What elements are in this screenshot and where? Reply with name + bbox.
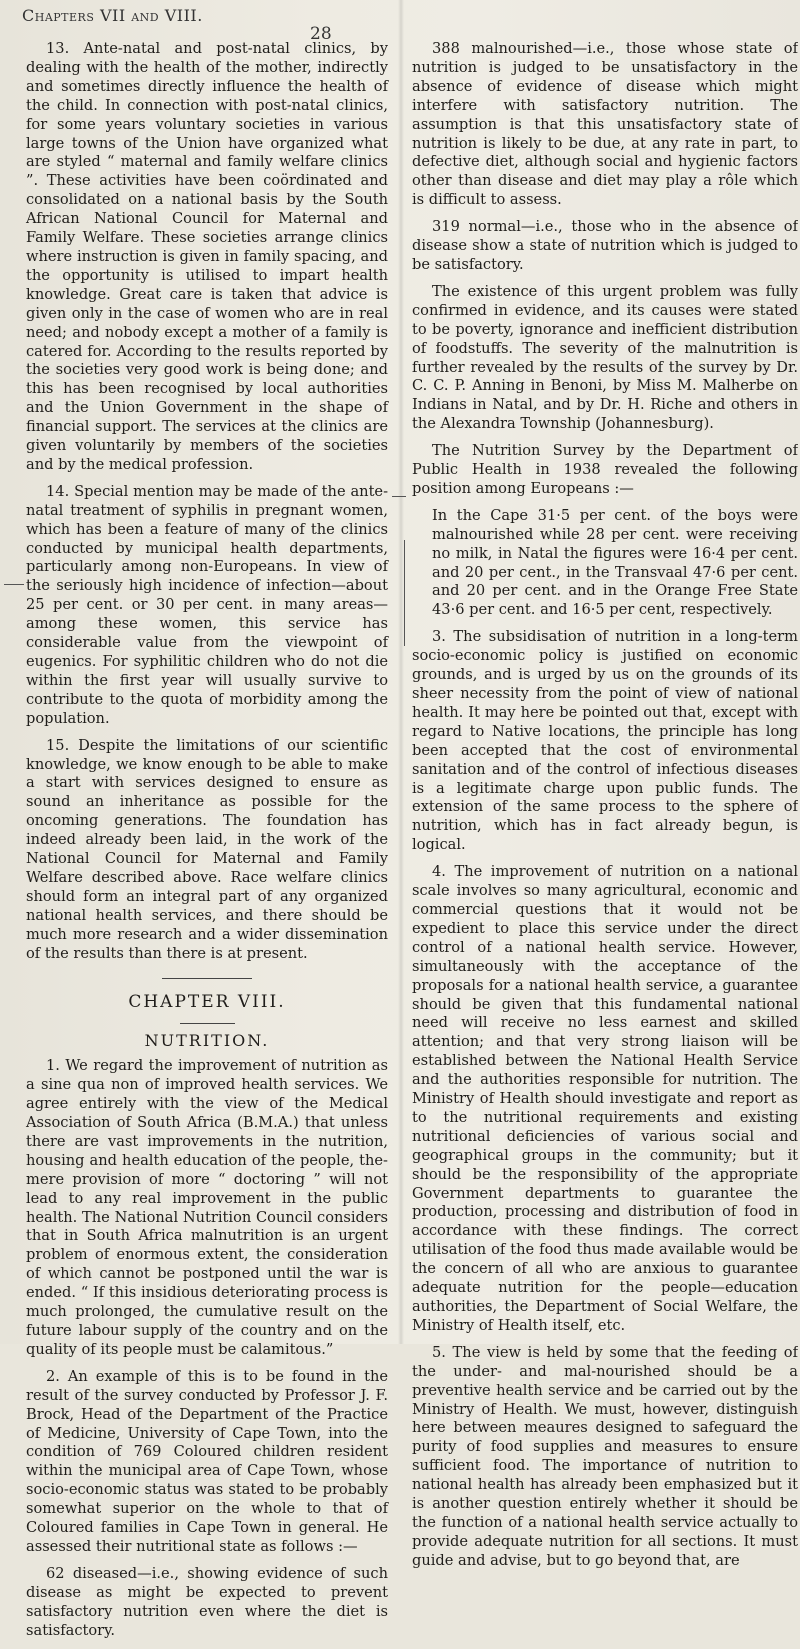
paragraph-13: 13. Ante-natal and post-natal clinics, by dealing with the health of the mother, indirectly and sometimes directly influence the health of the child. In connection with post-natal clinics, for some years voluntary societies in various large towns of the Union have organized what are styled “ maternal and family welfare clinics ”. These activities have been coördinated and consolidated on a national basis by the South African National Council for Maternal and Family Welfare. These societies arrange clinics where instruction is given in family spacing, and the opportunity is utilised to impart health knowledge. Great care is taken that advice is given only in the case of women who are in real need; and nobody except a mother of a family is catered for. According to the results reported by the societies very good work is being done; and this has been recognised by local authorities and the Union Government in the shape of financial support. The services at the clinics are given voluntarily by members of the societies and by the medical profession. <box>26 40 388 473</box>
chapter-title-underline <box>180 1023 235 1024</box>
chapter-title: CHAPTER VIII. <box>128 991 286 1012</box>
paragraph-provincial-figures: In the Cape 31·5 per cent. of the boys were malnourished while 28 per cent. were receiving no milk, in Natal the figures were 16·4 per cent. and 20 per cent., in the Transvaal 47·6 per cent. and 20 per cent. and in the Orange Free State 43·6 per cent. and 16·5 per cent, respectively. <box>432 506 798 619</box>
running-head: Chapters VII and VIII. <box>22 6 203 25</box>
page-number: 28 <box>310 24 332 44</box>
right-column <box>412 40 798 1579</box>
section-title: NUTRITION. <box>144 1031 270 1051</box>
page-gutter <box>398 0 404 1344</box>
paragraph-existence: The existence of this urgent problem was fully confirmed in evidence, and its causes were stated to be poverty, ignorance and inefficient distribution of foodstuffs. The severity of the malnutrition is further revealed by the results of the survey by Dr. C. C. P. Anning in Benoni, by Miss M. Malherbe on Indians in Natal, and by Dr. H. Riche and others in the Alexandra Township (Johannesburg). <box>412 282 798 433</box>
paragraph-14: 14. Special mention may be made of the ante-natal treatment of syphilis in pregnant women, which has been a feature of many of the clinics conducted by municipal health departments, particularly among non-Europeans. In view of the seriously high incidence of infection—about 25 per cent. or 30 per cent. in many areas—among these women, this service has considerable value from the viewpoint of eugenics. For syphilitic children who do not die within the first year will usually survive to contribute to the quota of morbidity among the population. <box>26 482 388 727</box>
paragraph-62-diseased: 62 diseased—i.e., showing evidence of such disease as might be expected to prevent satisfactory nutrition even where the diet is satisfactory. <box>26 1564 388 1639</box>
paragraph-3: 3. The subsidisation of nutrition in a long-term socio-economic policy is justified on economic grounds, and is urged by us on the grounds of its sheer necessity from the point of view of national health. It may here be pointed out that, except with regard to Native locations, the principle has long been accepted that the cost of environmental sanitation and of the control of infectious diseases is a legitimate charge upon public funds. The extension of the same process to the sphere of nutrition, which has in fact already begun, is logical. <box>412 628 798 854</box>
margin-mark-dash <box>4 584 24 585</box>
margin-mark-dash <box>392 496 406 497</box>
paragraph-5: 5. The view is held by some that the feeding of the under- and mal-nourished should be a preventive health service and be carried out by the Ministry of Health. We must, however, distinguish here between meaures designed to safeguard the purity of food supplies and measures to ensure sufficient food. The importance of nutrition to national health has already been emphasized but it is another question entirely whether it should be the function of a national health service actually to provide adequate nutrition for all sections. It must guide and advise, but to go beyond that, are <box>412 1343 798 1569</box>
paragraph-319-normal: 319 normal—i.e., those who in the absence of disease show a state of nutrition which is judged to be satisfactory. <box>412 218 798 273</box>
margin-mark-line <box>404 540 405 646</box>
paragraph-2: 2. An example of this is to be found in the result of the survey conducted by Professor J. F. Brock, Head of the Department of the Practice of Medicine, University of Cape Town, into the condition of 769 Coloured children resident within the municipal area of Cape Town, whose socio-economic status was stated to be probably somewhat superior on the whole to that of Coloured families in Cape Town in general. He assessed their nutritional state as follows :— <box>26 1367 388 1555</box>
paragraph-388-malnourished: 388 malnourished—i.e., those whose state of nutrition is judged to be unsatisfactory in the absence of evidence of disease which might interfere with satisfactory nutrition. The assumption is that this unsatisfactory state of nutrition is likely to be due, at any rate in part, to defective diet, although social and hygienic factors other than disease and diet may play a rôle which is difficult to assess. <box>412 40 798 209</box>
chapter-divider <box>162 978 252 979</box>
paragraph-1: 1. We regard the improvement of nutrition as a sine qua non of improved health services. We agree entirely with the view of the Medical Association of South Africa (B.M.A.) that unless there are vast improvements in the nutrition, housing and health education of the people, the-mere provision of more “ doctoring ” will not lead to any real improvement in the public health. The National Nutrition Council considers that in South Africa malnutrition is an urgent problem of enormous extent, the consideration of which cannot be postponed until the war is ended. “ If this insidious deteriorating process is much prolonged, the cumulative result on the future labour supply of the country and on the quality of its people must be calamitous.” <box>26 1057 388 1358</box>
paragraph-4: 4. The improvement of nutrition on a national scale involves so many agricultural, economic and commercial questions that it would not be expedient to place this service under the direct control of a national health service. However, simultaneously with the acceptance of the proposals for a national health service, a guarantee should be given that this fundamental national need will receive no less earnest and skilled attention; and that very strong liaison will be established between the National Health Service and the authorities responsible for nutrition. The Ministry of Health should investigate and report as to the nutritional requirements and existing nutritional deficiencies of various social and geographical groups in the community; but it should be the responsibility of the appropriate Government departments to guarantee the production, processing and distribution of food in accordance with these findings. The correct utilisation of the food thus made available would be the concern of all who are anxious to guarantee adequate nutrition for the people—education authorities, the Department of Social Welfare, the Ministry of Health itself, etc. <box>412 863 798 1334</box>
left-column <box>26 40 388 1649</box>
paragraph-nutrition-survey: The Nutrition Survey by the Department of Public Health in 1938 revealed the following position among Europeans :— <box>412 442 798 497</box>
paragraph-15: 15. Despite the limitations of our scientific knowledge, we know enough to be able to make a start with services designed to ensure as sound an inheritance as possible for the oncoming generations. The foundation has indeed already been laid, in the work of the National Council for Maternal and Family Welfare described above. Race welfare clinics should form an integral part of any organized national health services, and there should be much more research and a wider dissemination of the results than there is at present. <box>26 736 388 962</box>
